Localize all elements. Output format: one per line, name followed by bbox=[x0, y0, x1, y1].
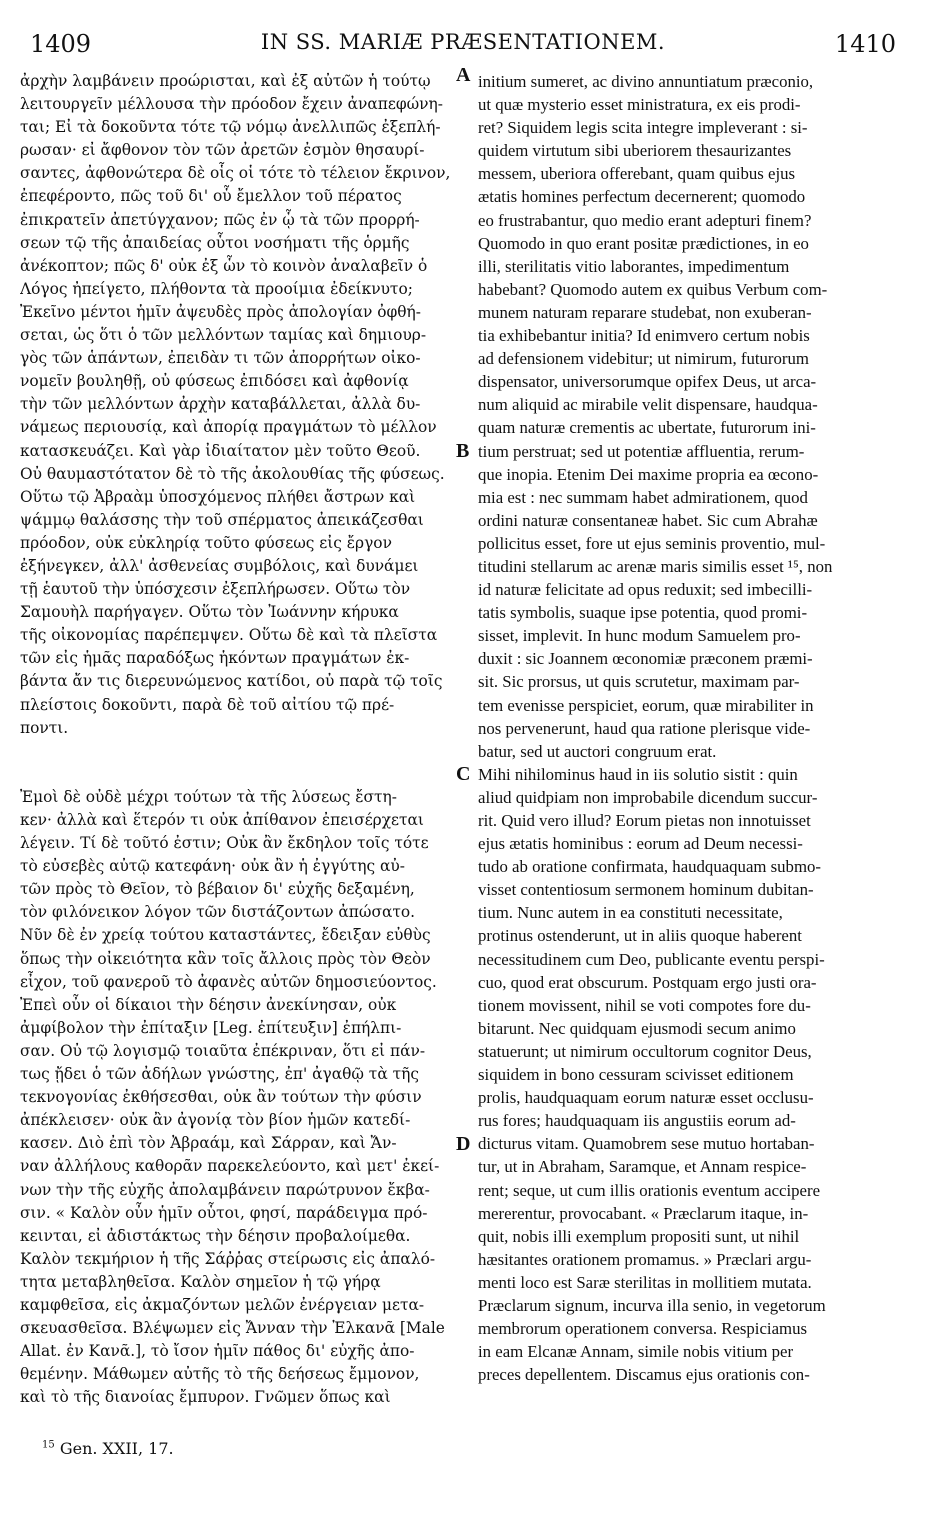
latin-text-line: ret? Siquidem legis scita integre impleverant : si- bbox=[478, 118, 808, 138]
latin-text-line: ætatis homines perfectum decernerent; quomodo bbox=[478, 187, 806, 207]
latin-column bbox=[478, 70, 896, 1386]
greek-text-line: τεκνογονίας ἐκθήσεσθαι, οὐκ ἂν τούτων τὴν φύσιν bbox=[20, 1088, 422, 1107]
greek-text-line: ἀπέκλεισεν· οὐκ ἂν ἀγονίᾳ τὸν βίον ἡμῶν κατεδί- bbox=[20, 1111, 411, 1130]
latin-text-line: tatis symbolis, suaque ipse potentia, quod promi- bbox=[478, 603, 808, 623]
greek-text-line: σαντες, ἀφθονώτερα δὲ οἷς οἱ τότε τὸ τέλειον ἔκρινον, bbox=[20, 164, 451, 183]
latin-text-line: aliud quidpiam non improbabile dicendum succur- bbox=[478, 787, 818, 807]
greek-text-line: σιν. « Καλὸν οὖν ἡμῖν οὗτοι, φησί, παράδειγμα πρό- bbox=[20, 1203, 428, 1222]
greek-text-line: νομεῖν βουληθῇ, οὐ φύσεως ἐπιδόσει καὶ ἀφθονίᾳ bbox=[20, 372, 409, 391]
greek-text-line: κεν· ἀλλὰ καὶ ἕτερόν τι οὐκ ἀπίθανον ἐπεισέρχεται bbox=[20, 811, 424, 829]
latin-text-line: dispensator, universorumque opifex Deus, ut arca- bbox=[478, 372, 817, 392]
footnote-text: Gen. XXII, 17. bbox=[59, 1439, 174, 1458]
latin-text-line: quam naturæ crementis ac ubertate, futurorum ini- bbox=[478, 418, 816, 438]
page-number-right: 1410 bbox=[834, 30, 896, 58]
greek-paragraph-2 bbox=[20, 786, 452, 1410]
latin-text-line: titudini stellarum ac arenæ maris similis esset ¹⁵, non bbox=[478, 556, 833, 576]
latin-text-line: duxit : sic Joannem œconomiæ præconem præmi- bbox=[478, 649, 813, 669]
latin-text-line: mia est : nec summam habet admirationem, quod bbox=[478, 487, 808, 507]
latin-text-line: ejus ætatis hominibus : eorum ad Deum necessi- bbox=[478, 834, 803, 854]
latin-text-line: tium. Nunc autem in ea constituti necessitate, bbox=[478, 903, 783, 923]
margin-letter-b: B bbox=[456, 440, 470, 462]
latin-text-line: Præclarum signum, incurva illa senio, in vegetorum bbox=[478, 1295, 826, 1315]
greek-text-line: τῇ ἑαυτοῦ τὴν ὑπόσχεσιν ἐξεπλήρωσεν. Οὕτω τὸν bbox=[20, 580, 411, 599]
latin-text-line: ut quæ mysterio esset ministratura, ex eis prodi- bbox=[478, 95, 801, 115]
greek-text-line: γὸς τῶν ἁπάντων, ἐπειδὰν τι τῶν ἀπορρήτων οἰκο- bbox=[20, 349, 421, 368]
latin-text-line: sit. Sic prorsus, ut quis scrutetur, maximam par- bbox=[478, 672, 800, 692]
greek-text-line: λειτουργεῖν μέλλουσα τὴν πρόοδον ἔχειν ἀναπεφώνη- bbox=[20, 95, 443, 114]
greek-text-line: ἐπικρατεῖν ἀπετύγχανον; πῶς ἐν ᾧ τὰ τῶν προρρή- bbox=[20, 210, 420, 229]
greek-text-line: τῆς οἰκονομίας παρέπεμψεν. Οὕτω δὲ καὶ τὰ πλεῖστα bbox=[20, 626, 438, 645]
latin-text-line: pollicitus esset, fore ut ejus seminis proventio, mul- bbox=[478, 533, 826, 553]
latin-text-line: bitarunt. Nec quidquam ejusmodi secum animo bbox=[478, 1018, 796, 1038]
greek-text-line: ἐπεφέροντο, πῶς τοῦ δι' οὗ ἔμελλον τοῦ πέρατος bbox=[20, 187, 402, 206]
latin-text-line: visset contentiosum sermonem hominum dubitan- bbox=[478, 880, 814, 900]
greek-text-line: κατασκευάζει. Καὶ γὰρ ἰδιαίτατον μὲν τοῦτο Θεοῦ. bbox=[20, 441, 421, 460]
greek-text-line: τὸ εὐσεβὲς αὐτῷ κατεφάνη· οὐκ ἂν ἡ ἐγγύτης αὐ- bbox=[20, 857, 405, 876]
latin-text-line: num aliquid ac mirabile velit dispensare, haudqua- bbox=[478, 395, 818, 415]
latin-text-line: in eam Elcanæ Annam, simile nobis vitium per bbox=[478, 1342, 794, 1362]
margin-letter-a: A bbox=[456, 64, 471, 86]
greek-text-line: ψάμμῳ θαλάσσης τὴν τοῦ σπέρματος ἀπεικάζεσθαι bbox=[20, 510, 424, 529]
page-number-left: 1409 bbox=[30, 30, 92, 58]
latin-text-line: menti loco est Saræ sterilitas in mollitiem mutata. bbox=[478, 1272, 812, 1292]
latin-text-line: dicturus vitam. Quamobrem sese mutuo hortaban- bbox=[478, 1134, 815, 1154]
greek-text-line: Ἐκεῖνο μέντοι ἡμῖν ἀψευδὲς πρὸς ἀπολογίαν ὀφθή- bbox=[20, 302, 421, 321]
greek-text-line: τὸν φιλόνεικον λόγον τῶν διστάζοντων ἀπώσατο. bbox=[20, 903, 416, 922]
latin-text-line: mererentur, provocabant. « Præclarum itaque, in- bbox=[478, 1203, 809, 1223]
latin-text-line: preces depellentem. Discamus ejus orationis con- bbox=[478, 1365, 810, 1385]
latin-text-line: quidem virtutum sibi uberiorem thesaurizantes bbox=[478, 141, 792, 161]
greek-text-line: καὶ τὸ τῆς διανοίας ἔμπυρον. Γνῶμεν ὅπως καὶ bbox=[20, 1388, 391, 1407]
latin-text-line: illi, sterilitatis vitio laborantes, impedimentum bbox=[478, 256, 790, 276]
greek-text-line: πλείστοις δοκοῦντι, παρὰ δὲ τοῦ αἰτίου τῷ πρέ- bbox=[20, 695, 395, 714]
latin-text-line: nos pervenerunt, haud qua ratione plerisque vide- bbox=[478, 718, 811, 738]
latin-text-line: tur, ut in Abraham, Saramque, et Annam respice- bbox=[478, 1157, 807, 1177]
latin-text-line: rent; seque, ut cum illis orationis eventum accipere bbox=[478, 1180, 821, 1200]
latin-text-line: membrorum operationem conversa. Respiciamus bbox=[478, 1319, 808, 1339]
greek-text-line: τως ᾔδει ὁ τῶν ἀδήλων γνώστης, ἐπ' ἀγαθῷ τὰ τῆς bbox=[20, 1065, 419, 1084]
margin-letter-d: D bbox=[456, 1133, 471, 1155]
greek-text-line: ὅπως τὴν οἰκειότητα κἂν τοῖς ἄλλοις πρὸς τὸν Θεὸν bbox=[20, 949, 431, 968]
latin-text-line: statuerunt; ut nimirum occultorum cognitor Deus, bbox=[478, 1041, 812, 1061]
greek-text-line: νων τὴν τῆς εὐχῆς ἀπολαμβάνειν παρώτρυνον ἔκβα- bbox=[20, 1180, 430, 1199]
greek-text-line: Ἐπεὶ οὖν οἱ δίκαιοι τὴν δέησιν ἀνεκίνησαν, οὐκ bbox=[20, 995, 397, 1014]
running-header bbox=[0, 0, 926, 60]
greek-text-line: τῶν πρὸς τὸ Θεῖον, τὸ βέβαιον δι' εὐχῆς δεξαμένη, bbox=[20, 880, 415, 899]
greek-text-line: βάντα ἄν τις διερευνώμενος κατίδοι, οὐ παρὰ τῷ τοῖς bbox=[20, 672, 443, 691]
paragraph-gap bbox=[20, 740, 452, 786]
greek-text-line: λέγειν. Τί δὲ τοῦτό ἐστιν; Οὐκ ἂν ἔκδηλον τοῖς τότε bbox=[20, 834, 429, 853]
greek-text-line: Οὐ θαυμαστότατον δὲ τὸ τῆς ἀκολουθίας τῆς φύσεως. bbox=[20, 464, 445, 483]
latin-text-line: tionem movissent, nihil se voti compotes fore du- bbox=[478, 995, 811, 1015]
greek-text-line: ναν ἀλλήλους καθορᾶν παρεκελεύοντο, καὶ μετ' ἐκεί- bbox=[20, 1157, 440, 1176]
greek-text-line: Οὕτω τῷ Ἀβραὰμ ὑποσχόμενος πλήθει ἄστρων καὶ bbox=[20, 487, 416, 506]
latin-text-line: batur, sed ut auctori congruum erat. bbox=[478, 741, 717, 761]
latin-text-line: rus fores; haudquaquam iis angustiis eorum ad- bbox=[478, 1111, 796, 1131]
latin-text-line: Mihi nihilominus haud in iis solutio sistit : quin bbox=[478, 764, 798, 784]
greek-text-line: καμφθεῖσα, εἰς ἀκμαζόντων μελῶν ἐνέργειαν μετα- bbox=[20, 1295, 425, 1314]
greek-text-line: εἶχον, τοῦ φανεροῦ τὸ ἀφανὲς αὐτῶν δημοσιεύοντος. bbox=[20, 972, 437, 991]
greek-column bbox=[20, 70, 452, 1409]
greek-text-line: θεμένην. Μάθωμεν αὐτῆς τὸ τῆς δεήσεως ἔμμονον, bbox=[20, 1365, 420, 1384]
greek-text-line: νάμεως περιουσίᾳ, καὶ ἀπορίᾳ πραγμάτων τὸ μέλλον bbox=[20, 418, 437, 437]
greek-text-line: σκευασθεῖσα. Βλέψωμεν εἰς Ἄνναν τὴν Ἐλκανᾶ [Male bbox=[20, 1319, 445, 1338]
latin-text-line: quit, nobis illi exemplum propositi sunt, ut nihil bbox=[478, 1226, 800, 1246]
greek-text-line: ρωσαν· εἰ ἄφθονον τὸν τῶν ἀρετῶν ἐσμὸν θησαυρί- bbox=[20, 141, 425, 160]
latin-text-line: necessitudinem cum Deo, publicante eventu perspi- bbox=[478, 949, 825, 969]
greek-text-line: κεινται, εἰ ἀδιστάκτως τὴν δέησιν προβαλοίμεθα. bbox=[20, 1226, 411, 1245]
greek-text-line: Allat. ἐν Κανᾶ.], τὸ ἴσον ἡμῖν πάθος δι' εὐχῆς ἀπο- bbox=[20, 1342, 415, 1361]
greek-text-line: Καλὸν τεκμήριον ἡ τῆς Σάῤῥας στείρωσις εἰς ἀπαλό- bbox=[20, 1249, 436, 1268]
margin-letter-c: C bbox=[456, 763, 471, 785]
running-title: IN SS. MARIÆ PRÆSENTATIONEM. bbox=[260, 30, 666, 54]
latin-text-line: id naturæ felicitate ad opus reduxit; sed imbecilli- bbox=[478, 580, 813, 600]
latin-text-line: cuo, quod erat obscurum. Postquam ergo justi ora- bbox=[478, 972, 817, 992]
latin-text-line: Quomodo in quo erant positæ prædictiones, in eo bbox=[478, 233, 809, 253]
latin-text-line: protinus ostenderunt, ut in aliis quoque haberent bbox=[478, 926, 802, 946]
greek-text-line: ἐξήνεγκεν, ἀλλ' ἀσθενείας συμβόλοις, καὶ δυνάμει bbox=[20, 556, 419, 575]
greek-text-line: ποντι. bbox=[20, 718, 69, 737]
greek-text-line: σεων τῷ τῆς ἀπαιδείας οὗτοι νοσήματι τῆς ὁρμῆς bbox=[20, 233, 410, 252]
greek-text-line: Ἐμοὶ δὲ οὐδὲ μέχρι τούτων τὰ τῆς λύσεως ἔστη- bbox=[20, 787, 397, 806]
greek-text-line: τητα μεταβληθεῖσα. Καλὸν σημεῖον ἡ τῷ γήρᾳ bbox=[20, 1272, 381, 1291]
latin-text-line: initium sumeret, ac divino annuntiatum præconio, bbox=[478, 72, 814, 91]
greek-text-line: ἀρχὴν λαμβάνειν προώρισται, καὶ ἐξ αὐτῶν ἡ τούτῳ bbox=[20, 72, 431, 90]
greek-text-line: ἀμφίβολον τὴν ἐπίταξιν [Leg. ἐπίτευξιν] ἐπήλπι- bbox=[20, 1018, 402, 1037]
latin-text-line: rit. Quid vero illud? Eorum pietas non innotuisset bbox=[478, 811, 811, 830]
greek-text-line: Λόγος ἠπείγετο, πλήθοντα τὰ προοίμια ἐδείκνυτο; bbox=[20, 279, 413, 298]
greek-text-line: σεται, ὡς ὅτι ὁ τῶν μελλόντων ταμίας καὶ δημιουρ- bbox=[20, 326, 427, 345]
greek-text-line: ται; Εἰ τὰ δοκοῦντα τότε τῷ νόμῳ ἀνελλιπῶς ἐξεπλή- bbox=[20, 118, 441, 137]
latin-text-line: eo frustrabantur, quo medio erant adepturi finem? bbox=[478, 210, 812, 230]
latin-text-line: tia exhibebantur initia? Id enimvero certum nobis bbox=[478, 326, 810, 346]
latin-text-line: habebant? Quomodo autem ex quibus Verbum com- bbox=[478, 279, 828, 299]
latin-text-line: que inopia. Etenim Dei maxime propria ea œcono- bbox=[478, 464, 819, 484]
latin-text-line: tium perstruat; sed ut potentiæ affluentia, rerum- bbox=[478, 441, 805, 461]
greek-text-line: κασεν. Διὸ ἐπὶ τὸν Ἀβραάμ, καὶ Σάρραν, καὶ Ἄν- bbox=[20, 1134, 397, 1153]
greek-text-line: ἀνέκοπτον; πῶς δ' οὐκ ἐξ ὧν τὸ κοινὸν ἀναλαβεῖν ὁ bbox=[20, 256, 428, 275]
greek-text-line: πρόοδον, οὐκ εὐκληρίᾳ τοῦτο φύσεως εἰς ἔργον bbox=[20, 533, 392, 552]
latin-text-line: tudo ab oratione confirmata, haudquaquam submo- bbox=[478, 857, 821, 877]
latin-text-line: ad defensionem videbitur; ut nimirum, futurorum bbox=[478, 349, 809, 369]
greek-paragraph-1 bbox=[20, 70, 452, 740]
greek-text-line: τῶν εἰς ἡμᾶς παραδόξως ἡκόντων πραγμάτων ἐκ- bbox=[20, 649, 410, 668]
latin-text-line: prolis, haudquaquam eorum naturæ esset occlusu- bbox=[478, 1088, 814, 1108]
greek-text-line: Νῦν δὲ ἐν χρείᾳ τούτου καταστάντες, ἔδειξαν εὐθὺς bbox=[20, 926, 431, 945]
latin-text-line: siquidem in bono cessuram scivisset editionem bbox=[478, 1065, 794, 1085]
greek-text-line: σαν. Οὐ τῷ λογισμῷ τοιαῦτα ἐπέκριναν, ὅτι εἰ πάν- bbox=[20, 1041, 426, 1060]
latin-text-line: tem evenisse perspiciet, eorum, quæ mirabiliter in bbox=[478, 695, 814, 715]
latin-text-line: munem naturam reparare studebat, non exuberan- bbox=[478, 302, 812, 322]
footnote-number: 15 bbox=[42, 1439, 55, 1451]
greek-text-line: τὴν τῶν μελλόντων ἀρχὴν καταβάλλεται, ἀλλὰ δυ- bbox=[20, 395, 421, 414]
latin-text-line: messem, uberiora offerebant, quam quibus ejus bbox=[478, 164, 796, 184]
latin-text-line: ordini naturæ consentaneæ habet. Sic cum Abrahæ bbox=[478, 510, 818, 530]
latin-text-line: hæsitantes orationem promamus. » Præclari argu- bbox=[478, 1249, 812, 1269]
latin-text-line: sisset, implevit. In hunc modum Samuelem pro- bbox=[478, 626, 801, 646]
footnote bbox=[42, 1439, 174, 1458]
greek-text-line: Σαμουὴλ παρήγαγεν. Οὕτω τὸν Ἰωάννην κήρυκα bbox=[20, 603, 399, 622]
